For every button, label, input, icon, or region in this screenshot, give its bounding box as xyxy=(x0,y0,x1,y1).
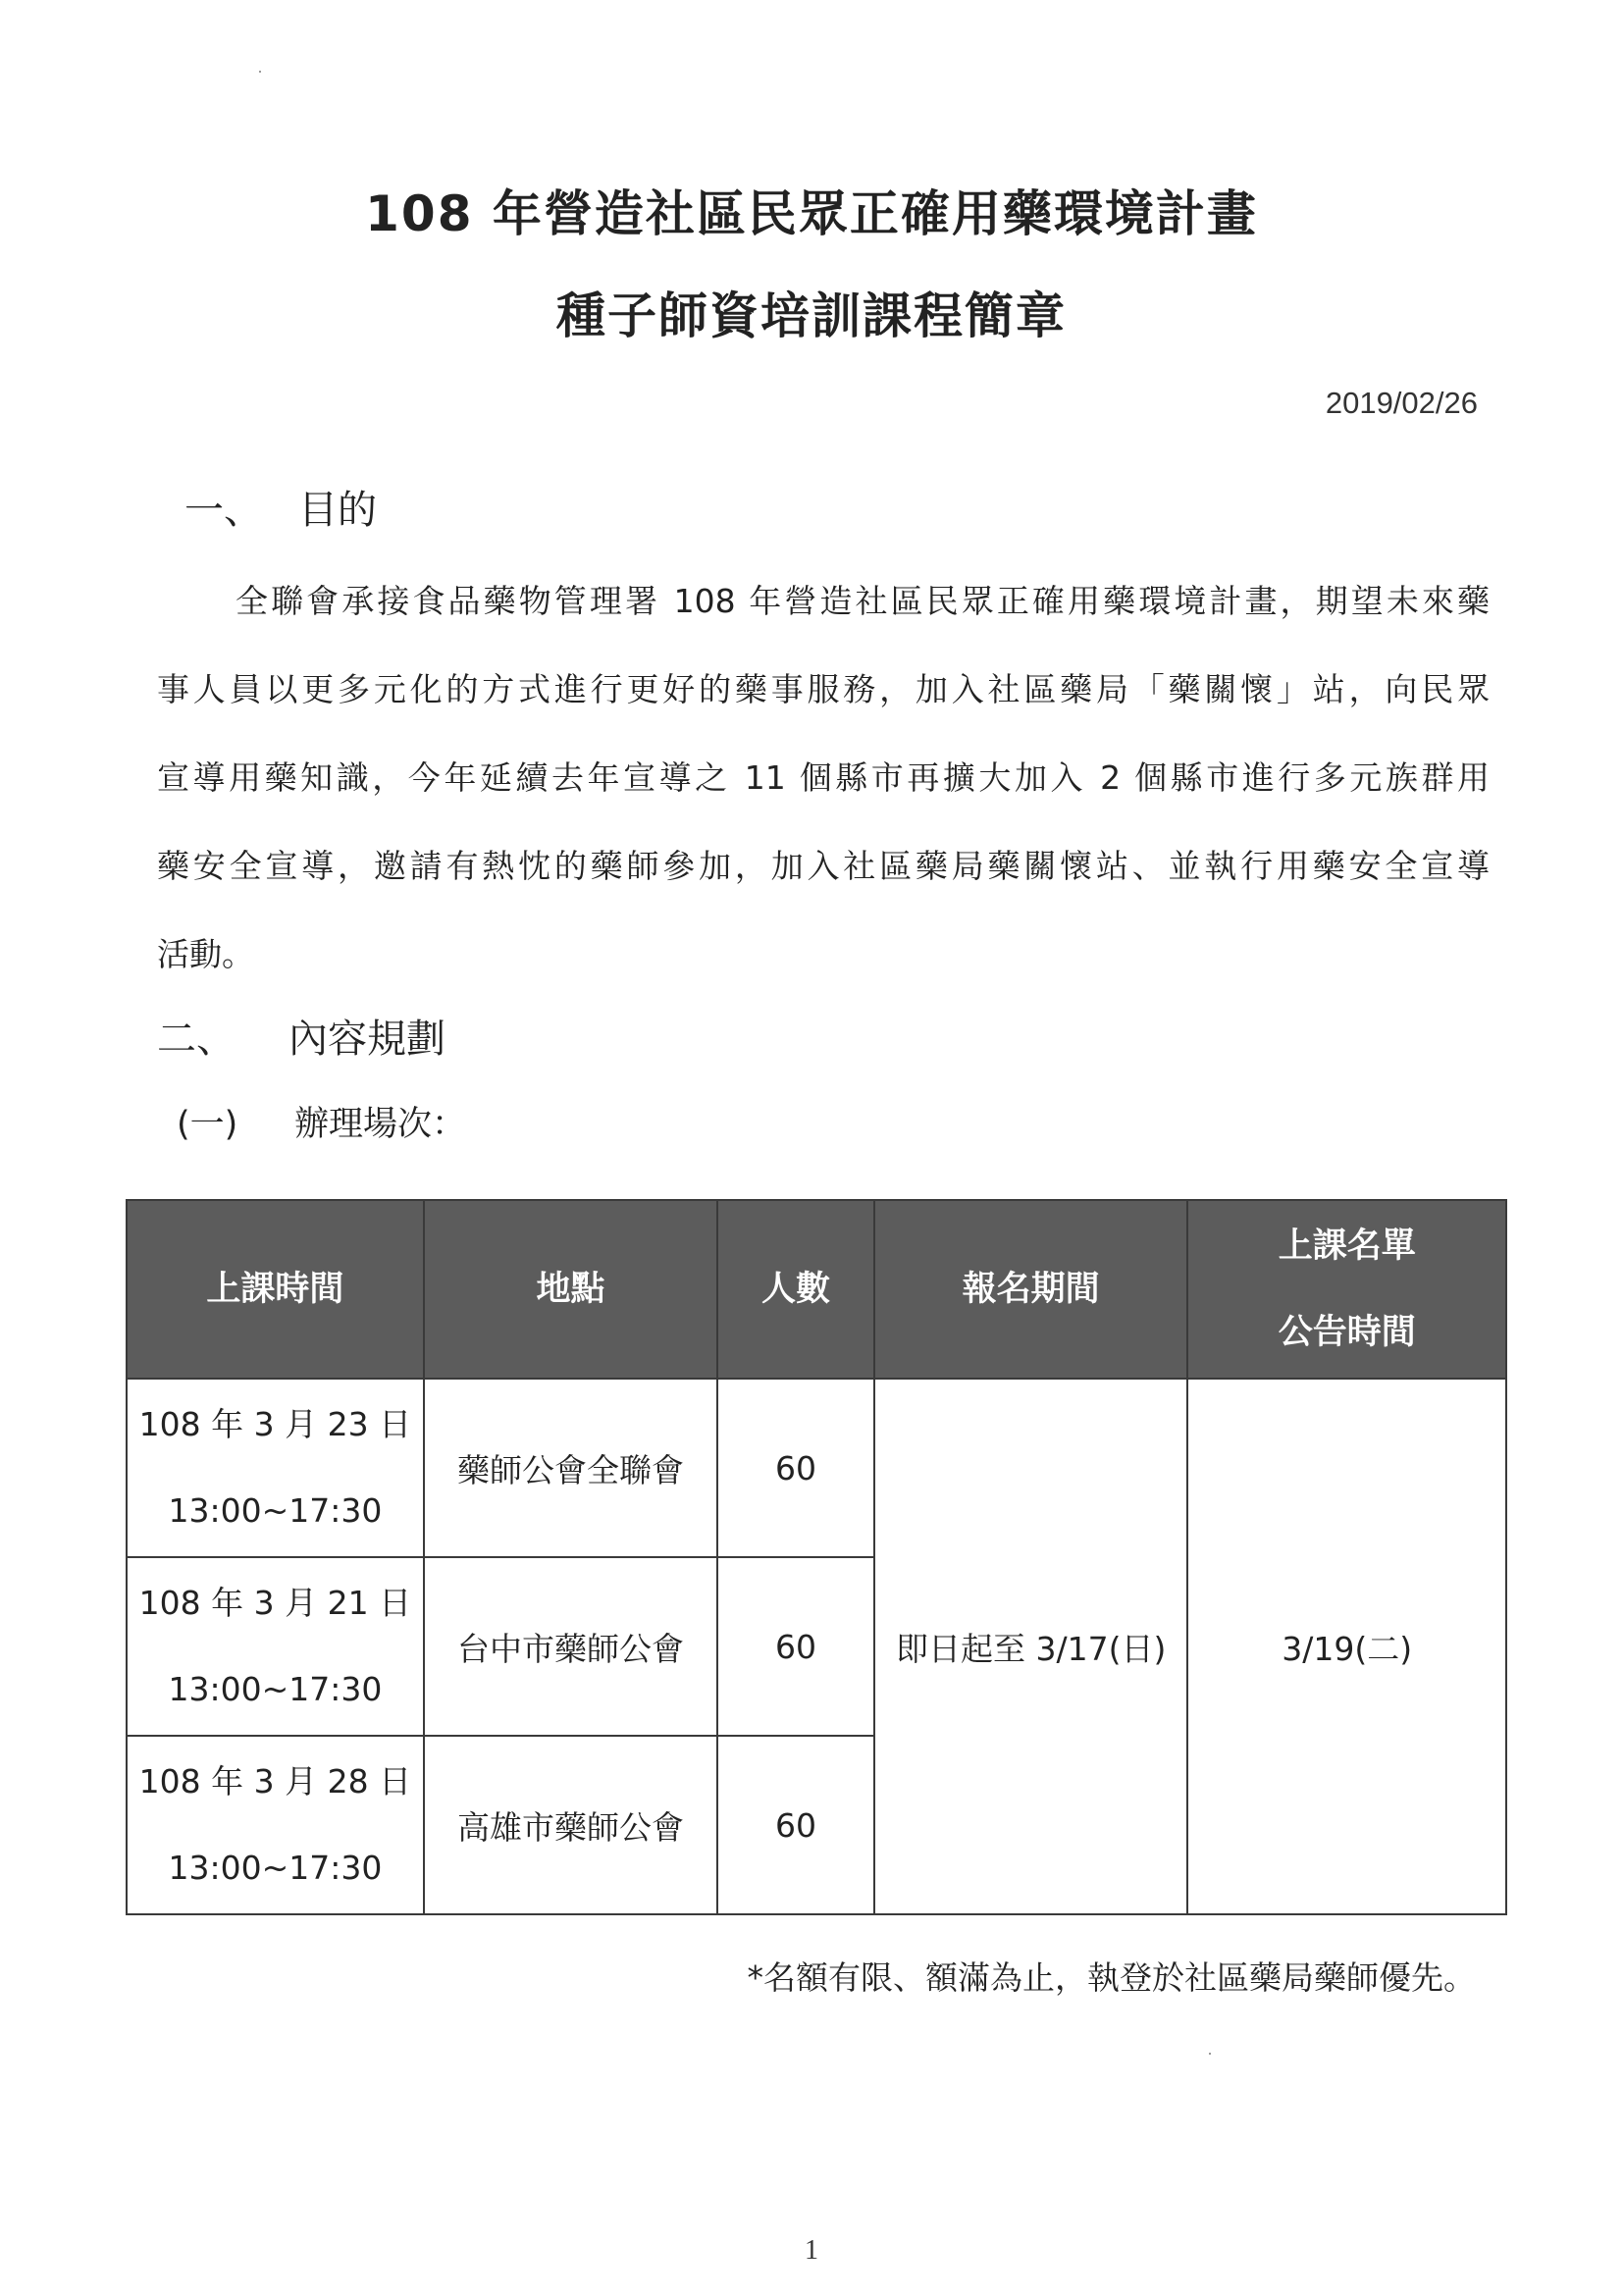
table-row xyxy=(127,1379,1506,1557)
session-count: 60 xyxy=(717,1379,874,1557)
session-time-cell xyxy=(127,1557,424,1736)
session-time-cell xyxy=(127,1736,424,1914)
purpose-paragraph xyxy=(157,557,1490,999)
session-hours: 13:00~17:30 xyxy=(168,1670,383,1708)
subsection-number: (一) xyxy=(177,1105,238,1144)
session-hours: 13:00~17:30 xyxy=(168,1849,383,1887)
header-count: 人數 xyxy=(717,1200,874,1379)
page-number: 1 xyxy=(805,2235,818,2266)
header-location: 地點 xyxy=(424,1200,717,1379)
table-header-row xyxy=(127,1200,1506,1379)
session-location: 高雄市藥師公會 xyxy=(424,1736,717,1914)
session-hours: 13:00~17:30 xyxy=(168,1491,383,1530)
announce-date: 3/19(二) xyxy=(1187,1379,1506,1914)
document-title-line1: 108 年營造社區民眾正確用藥環境計畫 xyxy=(365,185,1258,242)
section-number: 一、 xyxy=(184,488,263,533)
registration-period: 即日起至 3/17(日) xyxy=(874,1379,1188,1914)
footnote: *名額有限、額滿為止，執登於社區藥局藥師優先。 xyxy=(747,1958,1476,1997)
paragraph-line: 宣導用藥知識，今年延續去年宣導之 11 個縣市再擴大加入 2 個縣市進行多元族群用 xyxy=(157,758,1490,797)
header-time: 上課時間 xyxy=(127,1200,424,1379)
session-date: 108 年 3 月 21 日 xyxy=(138,1584,412,1622)
session-date: 108 年 3 月 23 日 xyxy=(138,1405,412,1443)
section-heading-content xyxy=(157,1008,445,1064)
session-location: 台中市藥師公會 xyxy=(424,1557,717,1736)
header-announce xyxy=(1187,1200,1506,1379)
header-registration: 報名期間 xyxy=(874,1200,1188,1379)
section-title: 目的 xyxy=(298,488,377,533)
paragraph-line: 藥安全宣導，邀請有熱忱的藥師參加，加入社區藥局藥關懷站、並執行用藥安全宣導 xyxy=(157,847,1490,885)
session-count: 60 xyxy=(717,1557,874,1736)
session-time-cell xyxy=(127,1379,424,1557)
scan-speck xyxy=(259,71,261,73)
header-announce-line1: 上課名單 xyxy=(1278,1226,1416,1266)
document-title-line2: 種子師資培訓課程簡章 xyxy=(556,287,1067,344)
subsection-title: 辦理場次： xyxy=(294,1105,467,1144)
header-announce-line2: 公告時間 xyxy=(1278,1313,1416,1352)
session-count: 60 xyxy=(717,1736,874,1914)
scan-speck xyxy=(1209,2053,1211,2055)
session-date: 108 年 3 月 28 日 xyxy=(138,1762,412,1800)
section-number: 二、 xyxy=(157,1017,236,1062)
document-date: 2019/02/26 xyxy=(1325,386,1478,420)
subsection-heading-sessions xyxy=(177,1097,466,1146)
paragraph-line: 活動。 xyxy=(157,935,254,973)
paragraph-line: 全聯會承接食品藥物管理署 108 年營造社區民眾正確用藥環境計畫，期望未來藥 xyxy=(236,582,1490,620)
section-title: 內容規劃 xyxy=(288,1017,445,1062)
section-heading-purpose xyxy=(184,479,377,535)
session-schedule-table xyxy=(126,1199,1507,1915)
session-location: 藥師公會全聯會 xyxy=(424,1379,717,1557)
paragraph-line: 事人員以更多元化的方式進行更好的藥事服務，加入社區藥局「藥關懷」站，向民眾 xyxy=(157,670,1490,708)
